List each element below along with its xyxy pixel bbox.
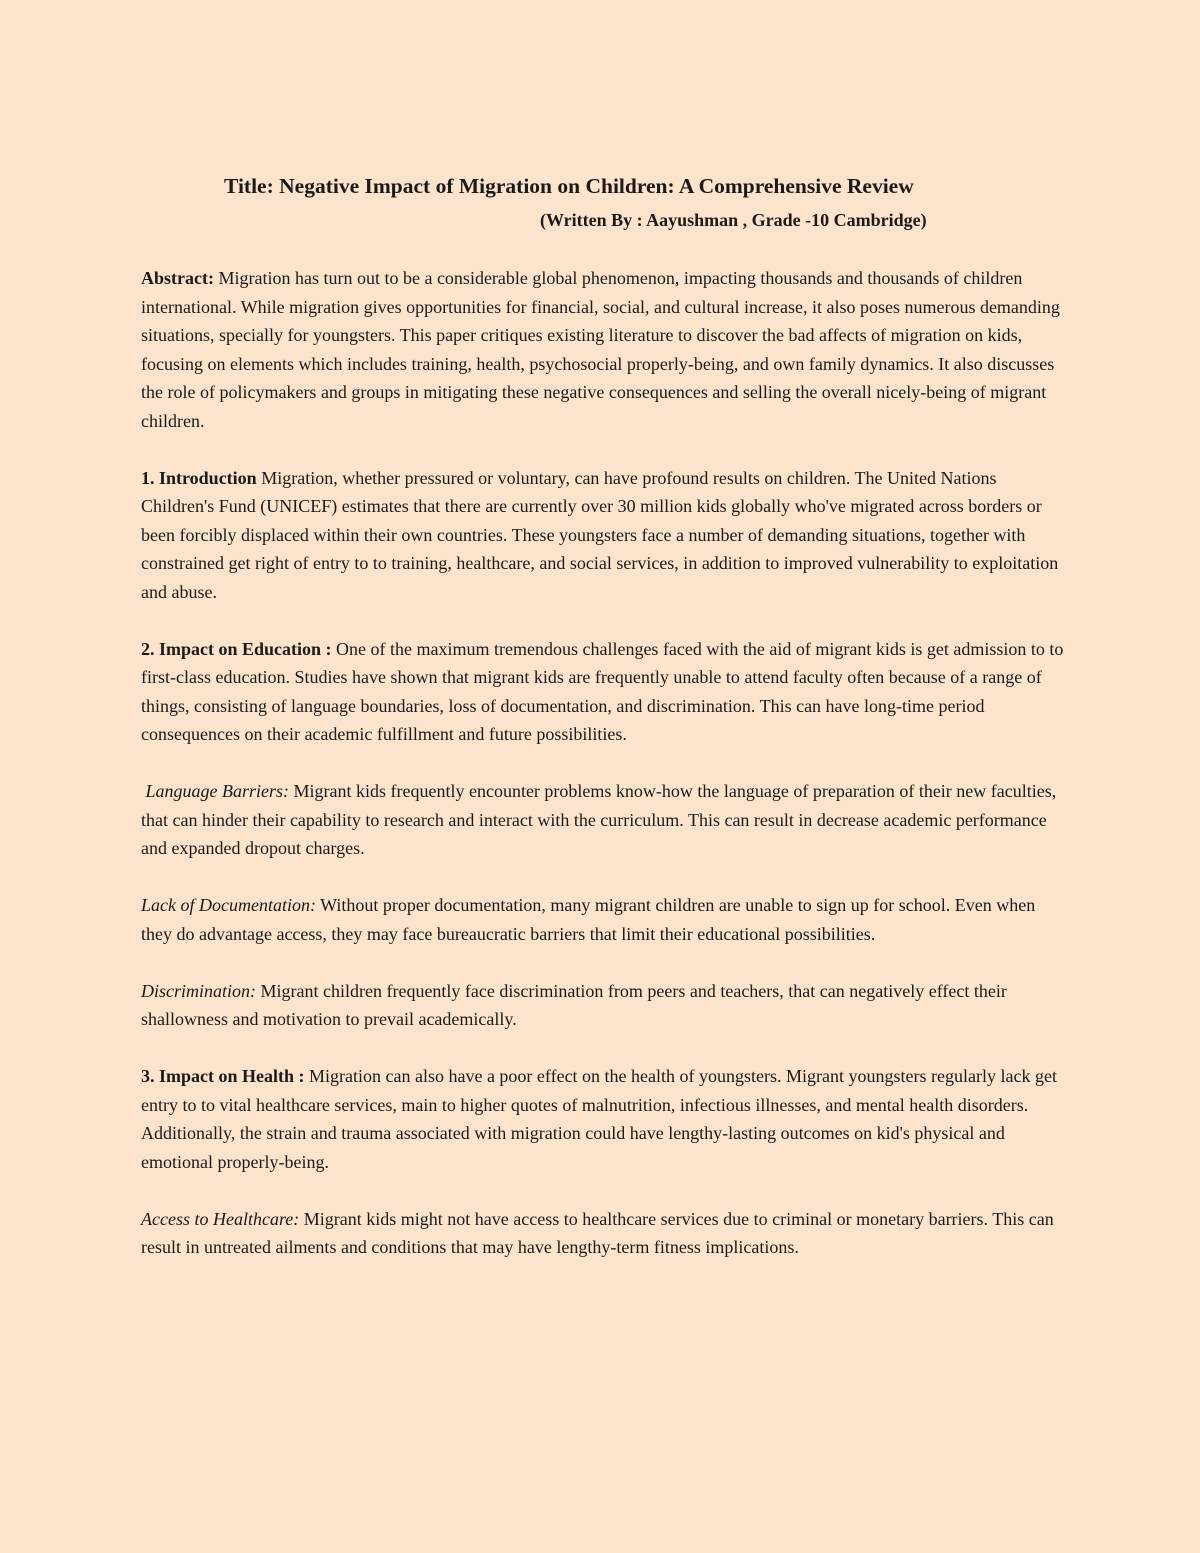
lack-of-documentation-text: Without proper documentation, many migrant children are unable to sign up for school. Even when they do advantage access, they may face bureaucratic barriers that limit their educational possibilities. [141, 895, 1036, 944]
access-to-healthcare-text: Migrant kids might not have access to healthcare services due to criminal or monetary barriers. This can result in untreated ailments and conditions that may have lengthy-term fitness implications. [141, 1208, 1054, 1257]
abstract-paragraph [141, 264, 1066, 435]
introduction-heading: 1. Introduction [141, 467, 257, 488]
lack-of-documentation-heading: Lack of Documentation: [141, 895, 316, 915]
language-barriers-text: Migrant kids frequently encounter problems know-how the language of preparation of their new faculties, that can hinder their capability to research and interact with the curriculum. This can result in decrease academic performance and expanded dropout charges. [141, 781, 1057, 858]
document-title: Title: Negative Impact of Migration on Children: A Comprehensive Review [224, 174, 914, 198]
discrimination-heading: Discrimination: [141, 980, 256, 1001]
lack-of-documentation-paragraph [141, 891, 1066, 948]
document-byline: (Written By : Aayushman , Grade -10 Cambridge) [540, 210, 927, 230]
language-barriers-paragraph [141, 777, 1066, 863]
discrimination-paragraph [141, 977, 1066, 1034]
education-text: One of the maximum tremendous challenges faced with the aid of migrant kids is get admission to to first-class education. Studies have shown that migrant kids are frequently unable to attend faculty often because of a range of things, consisting of language boundaries, loss of documentation, and discrimination. This can have long-time period consequences on their academic fulfillment and future possibilities. [141, 638, 1064, 744]
document-body [141, 264, 1066, 1290]
health-text: Migration can also have a poor effect on the health of youngsters. Migrant youngsters regularly lack get entry to to vital healthcare services, main to higher quotes of malnutrition, infectious illnesses, and mental health disorders. Additionally, the strain and trauma associated with migration could have lengthy-lasting outcomes on kid's physical and emotional properly-being. [141, 1066, 1057, 1172]
access-to-healthcare-paragraph [141, 1205, 1066, 1262]
health-heading: 3. Impact on Health : [141, 1066, 305, 1086]
introduction-paragraph [141, 464, 1066, 607]
access-to-healthcare-heading: Access to Healthcare: [141, 1208, 300, 1229]
education-paragraph [141, 635, 1066, 749]
abstract-text: Migration has turn out to be a considerable global phenomenon, impacting thousands and thousands of children international. While migration gives opportunities for financial, social, and cultural increase, it also poses numerous demanding situations, specially for youngsters. This paper critiques existing literature to discover the bad affects of migration on kids, focusing on elements which includes training, health, psychosocial properly-being, and own family dynamics. It also discusses the role of policymakers and groups in mitigating these negative consequences and selling the overall nicely-being of migrant children. [141, 268, 1060, 431]
abstract-heading: Abstract: [141, 268, 214, 288]
education-heading: 2. Impact on Education : [141, 638, 332, 659]
introduction-text: Migration, whether pressured or voluntary, can have profound results on children. The United Nations Children's Fund (UNICEF) estimates that there are currently over 30 million kids globally who've migrated across borders or been forcibly displaced within their own countries. These youngsters face a number of demanding situations, together with constrained get right of entry to to training, healthcare, and social services, in addition to improved vulnerability to exploitation and abuse. [141, 467, 1059, 602]
language-barriers-heading: Language Barriers: [145, 781, 289, 801]
health-paragraph [141, 1062, 1066, 1176]
discrimination-text: Migrant children frequently face discrimination from peers and teachers, that can negatively effect their shallowness and motivation to prevail academically. [141, 980, 1007, 1029]
